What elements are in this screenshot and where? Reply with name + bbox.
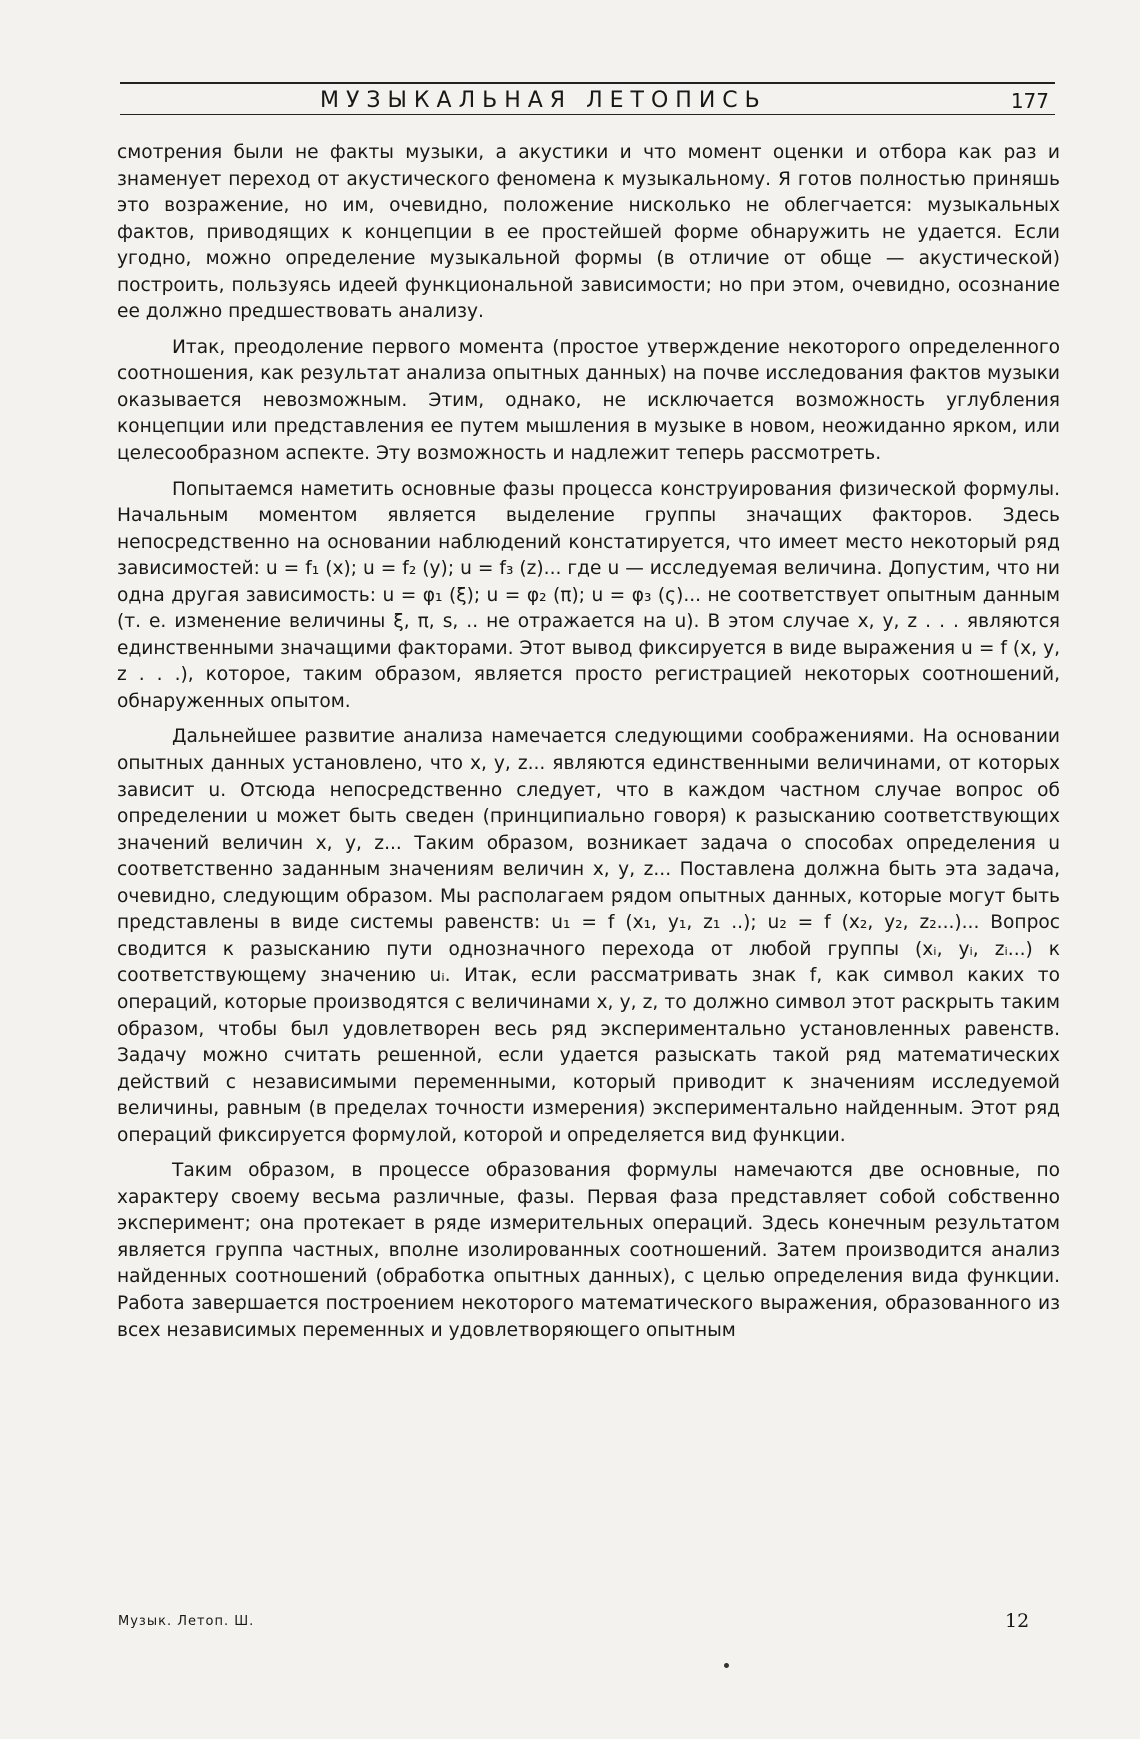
body-text	[117, 140, 1060, 1344]
page-number: 177	[1010, 89, 1049, 113]
running-title: МУЗЫКАЛЬНАЯ ЛЕТОПИСЬ	[320, 88, 767, 113]
paragraph-1: смотрения были не факты музыки, а акустики и что момент оценки и отбора как раз и знаменует переход от акустического феномена к музыкальному. Я готов полностью приняшь это возражение, но им, очевидно, положение нисколько не облегчается: музыкальных фактов, приводящих к концепции в ее простейшей форме обнаружить не удается. Если угодно, можно определение музыкальной формы (в отличие от обще — акустической) построить, пользуясь идеей функциональной зависимости; но при этом, очевидно, осознание ее должно предшествовать анализу.	[117, 142, 1060, 323]
paragraph-3: Попытаемся наметить основные фазы процесса конструирования физической формулы. Начальным моментом является выделение группы значащих факторов. Здесь непосредственно на основании наблюдений констатируется, что имеет место некоторый ряд зависимостей: u = f₁ (x); u = f₂ (y); u = f₃ (z)... где u — исследуемая величина. Допустим, что ни одна другая зависимость: u = φ₁ (ξ); u = φ₂ (π); u = φ₃ (ς)... не соответствует опытным данным (т. е. изменение величины ξ, π, s, .. не отражается на u). В этом случае x, y, z . . . являются единственными значащими факторами. Этот вывод фиксируется в виде выражения u = f (x, y, z . . .), которое, таким образом, является просто регистрацией некоторых соотношений, обнаруженных опытом.	[117, 478, 1060, 712]
printer-signature: Музык. Летоп. Ш.	[118, 1614, 255, 1629]
ink-speck	[724, 1663, 729, 1668]
paragraph-4: Дальнейшее развитие анализа намечается следующими соображениями. На основании опытных данных установлено, что x, y, z... являются единственными величинами, от которых зависит u. Отсюда непосредственно следует, что в каждом частном случае вопрос об определении u может быть сведен (принципиально говоря) к разысканию соответствующих значений величин x, y, z... Таким образом, возникает задача о способах определения u соответственно заданным значениям величин x, y, z... Поставлена должна быть эта задача, очевидно, следующим образом. Мы располагаем рядом опытных данных, которые могут быть представлены в виде системы равенств: u₁ = f (x₁, y₁, z₁ ..); u₂ = f (x₂, y₂, z₂...)... Вопрос сводится к разысканию пути однозначного перехода от любой группы (xᵢ, yᵢ, zᵢ...) к соответствующему значению uᵢ. Итак, если рассматривать знак f, как символ каких то операций, которые производятся с величинами x, y, z, то должно символ этот раскрыть таким образом, чтобы был удовлетворен весь ряд экспериментально установленных равенств. Задачу можно считать решенной, если удается разыскать такой ряд математических действий с независимыми переменными, который приводит к значениям исследуемой величины, равным (в пределах точности измерения) экспериментально найденным. Этот ряд операций фиксируется формулой, которой и определяется вид функции.	[117, 726, 1060, 1146]
paragraph-5: Таким образом, в процессе образования формулы намечаются две основные, по характеру своему весьма различные, фазы. Первая фаза представляет собой собственно эксперимент; она протекает в ряде измерительных операций. Здесь конечным результатом является группа частных, вполне изолированных соотношений. Затем производится анализ найденных соотношений (обработка опытных данных), с целью определения вида функции. Работа завершается построением некоторого математического выражения, образованного из всех независимых переменных и удовлетворяющего опытным	[117, 1160, 1060, 1341]
sheet-number: 12	[1005, 1610, 1030, 1632]
paragraph-2: Итак, преодоление первого момента (простое утверждение некоторого определенного соотношения, как результат анализа опытных данных) на почве исследования фактов музыки оказывается невозможным. Этим, однако, не исключается возможность углубления концепции или представления ее путем мышления в музыке в новом, неожиданно ярком, или целесообразном аспекте. Эту возможность и надлежит теперь рассмотреть.	[117, 336, 1060, 465]
page-header	[120, 82, 1055, 115]
